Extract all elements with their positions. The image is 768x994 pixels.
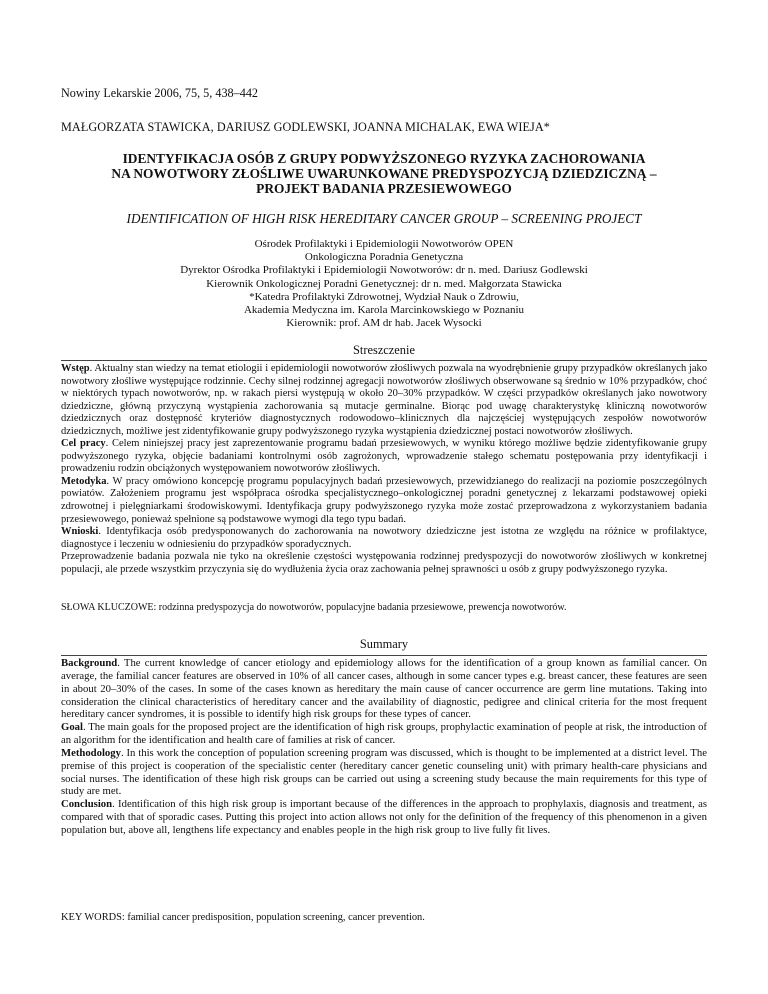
affiliation-line: Dyrektor Ośrodka Profilaktyki i Epidemiologii Nowotworów: dr n. med. Dariusz Godlewski (180, 264, 588, 277)
paragraph-text: . The current knowledge of cancer etiology and epidemiology allows for the identification of a group known as familial cancer. On average, the familial cancer features are observed in 10% of all cancer cases, although in some cancer types e.g. breast cancer, these features are seen in about 20–30% of the cases. In some of the cases known as hereditary the main cause of cancer occurrence are germ line mutations. Taking into consideration the clinical characteristics of hereditary cancer and the availability of diagnostic, pedigree and clinical criteria for the most frequent hereditary cancer syndromes, it is possible to identify high risk groups for these types of cancer. (61, 657, 707, 721)
polish-keywords: SŁOWA KLUCZOWE: rodzinna predyspozycja do nowotworów, populacyjne badania przesiewowe, prewencja nowotworów. (61, 602, 567, 613)
paragraph-text: . The main goals for the proposed project are the identification of high risk groups, prophylactic examination of people at risk, the introduction of an algorithm for the identification and health care of families at risk of cancer. (61, 721, 707, 747)
abstract-paragraph-wnioski-2: Przeprowadzenie badania pozwala nie tyko na określenie częstości występowania rodzinnej predyspozycji do nowotworów złośliwych w konkretnej populacji, ale przede wszystkim przyczynia się do wydłużenia życia oraz zachowania pełnej sprawności u osób z grupy podwyższonego ryzyka. (61, 551, 707, 575)
abstract-paragraph-conclusion (61, 798, 707, 837)
affiliation-line: Kierownik: prof. AM dr hab. Jacek Wysocki (286, 317, 482, 330)
affiliations (61, 238, 707, 330)
section-label: Methodology (61, 746, 121, 759)
section-label: Goal (61, 721, 83, 734)
abstract-paragraph-wnioski (61, 526, 707, 551)
section-label: Cel pracy (61, 438, 106, 450)
title-line: NA NOWOTWORY ZŁOŚLIWE UWARUNKOWANE PREDYSPOZYCJĄ DZIEDZICZNĄ – (111, 166, 657, 181)
article-title (61, 151, 707, 196)
english-abstract (61, 657, 707, 837)
abstract-paragraph-metodyka (61, 476, 707, 526)
title-line: PROJEKT BADANIA PRZESIEWOWEGO (256, 181, 512, 196)
abstract-paragraph-wstep (61, 363, 707, 438)
english-keywords: KEY WORDS: familial cancer predisposition, population screening, cancer prevention. (61, 912, 425, 923)
abstract-paragraph-cel (61, 438, 707, 476)
affiliation-line: *Katedra Profilaktyki Zdrowotnej, Wydział Nauk o Zdrowiu, (249, 290, 519, 303)
paragraph-text: . Aktualny stan wiedzy na temat etiologii i epidemiologii nowotworów złośliwych pozwala na wyodrębnienie grupy przypadków określanych jako nowotwory złośliwe występujące rodzinnie. Cechy silnej rodzinnej agregacji nowotworów złośliwych obserwowane są średnio w 10% przypadków, choć w niektórych typach nowotworów, np. w rakach piersi występują w około 20–30% przypadków. W części przypadków określanych jako nowotwory dziedziczne, główną przyczyną wystąpienia zachorowania są mutacje germinalne. Biorąc pod uwagę charakterystykę kliniczną nowotworów dziedzicznych oraz dostępność kryteriów diagnostycznych rodowodowo–klinicznych dla najczęściej występujących zespołów nowotworów dziedzicznych, możliwe jest zidentyfikowanie grupy podwyższonego ryzyka wystąpienia dziedzicznej postaci nowotworów złośliwych. (61, 363, 707, 437)
section-divider (61, 655, 707, 656)
paragraph-text: . Identyfikacja osób predysponowanych do zachorowania na nowotwory dziedziczne jest istotna ze względu na różnice w profilaktyce, diagnostyce i leczeniu w odniesieniu do przypadków sporadycznych. (61, 526, 707, 550)
streszczenie-heading: Streszczenie (353, 343, 415, 357)
affiliation-line: Akademia Medyczna im. Karola Marcinkowskiego w Poznaniu (243, 304, 525, 317)
section-label: Wstęp (61, 363, 90, 374)
affiliation-line: Ośrodek Profilaktyki i Epidemiologii Nowotworów OPEN (254, 238, 514, 250)
section-divider (61, 360, 707, 361)
summary-heading: Summary (359, 637, 409, 651)
paragraph-text: . W pracy omówiono koncepcję programu populacyjnych badań przesiewowych, przewidzianego do realizacji na poziomie poszczególnych powiatów. Założeniem programu jest współpraca ośrodka specjalistycznego–onkologicznej poradni genetycznej z lekarzami podstawowej opieki zdrowotnej i pielęgniarkami środowiskowymi. Identyfikacja grupy podwyższonego ryzyka może zostać przeprowadzona z wykorzystaniem badania przesiewowego, ponieważ spełnione są podstawowe wymogi dla tego typu badań. (61, 475, 707, 525)
english-title: IDENTIFICATION OF HIGH RISK HEREDITARY CANCER GROUP – SCREENING PROJECT (126, 211, 642, 226)
section-label: Conclusion (61, 798, 113, 811)
section-label: Metodyka (61, 475, 107, 487)
paragraph-text: . Celem niniejszej pracy jest zaprezentowanie programu badań przesiewowych, w wyniku którego możliwe będzie zidentyfikowanie grupy podwyższonego ryzyka, objęcie badaniami kontrolnymi osób zagrożonych, wprowadzenie stałego schematu postępowania przy identyfikacji i prowadzeniu rodzin obciążonych występowaniem nowotworów złośliwych. (61, 438, 707, 475)
section-label: Wnioski (61, 526, 99, 538)
author-list: MAŁGORZATA STAWICKA, DARIUSZ GODLEWSKI, JOANNA MICHALAK, EWA WIEJA* (61, 120, 550, 134)
section-label: Background (61, 657, 118, 669)
affiliation-line: Kierownik Onkologicznej Poradni Genetycznej: dr n. med. Małgorzata Stawicka (206, 277, 562, 290)
abstract-paragraph-methodology (61, 747, 707, 798)
polish-abstract (61, 363, 707, 576)
paragraph-text: . Identification of this high risk group is important because of the differences in the approach to prophylaxis, diagnosis and treatment, as compared with that of sporadic cases. Putting this project into action allows not only for the definition of the frequency of this phenomenon in a given population but, above all, lengthens life expectancy and enables people in the high risk group to live fully fit lives. (61, 798, 707, 836)
journal-reference: Nowiny Lekarskie 2006, 75, 5, 438–442 (61, 86, 259, 100)
affiliation-line: Onkologiczna Poradnia Genetyczna (304, 251, 464, 264)
abstract-paragraph-goal (61, 721, 707, 747)
abstract-paragraph-background (61, 657, 707, 721)
title-line: IDENTYFIKACJA OSÓB Z GRUPY PODWYŻSZONEGO RYZYKA ZACHOROWANIA (122, 151, 646, 166)
paragraph-text: . In this work the conception of population screening program was discussed, which is thought to be implemented at a district level. The premise of this project is cooperation of the specialistic center (hereditary cancer genetic counseling unit) with primary health-care physicians and social nurses. The identification of these high risk groups can be carried out using a screening study because the main requirements for this type of study are met. (61, 746, 707, 798)
